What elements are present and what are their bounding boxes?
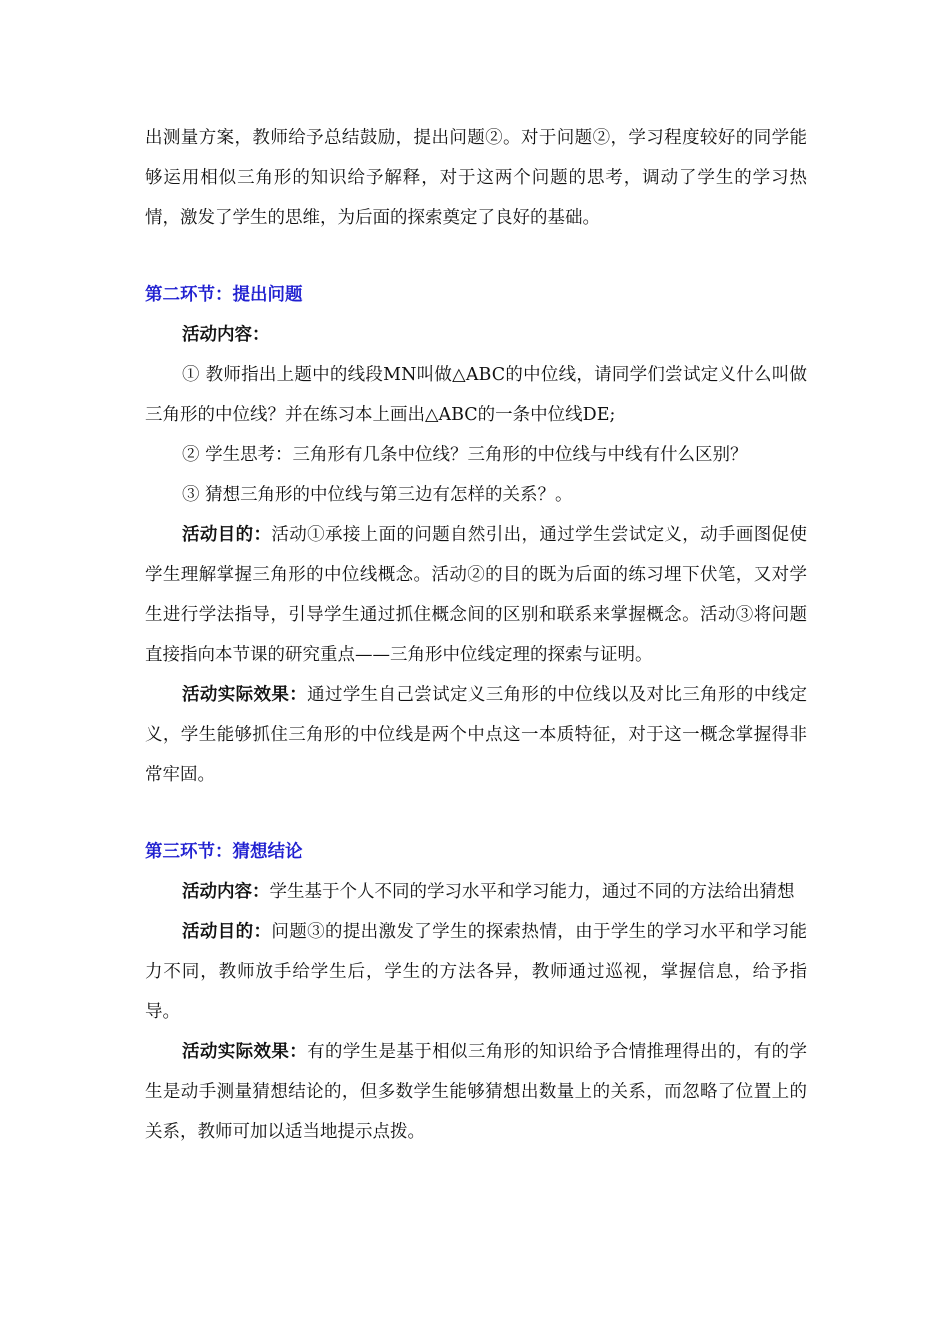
section2-purpose-text: 活动①承接上面的问题自然引出，通过学生尝试定义，动手画图促使学生理解掌握三角形的中位线概念。活动②的目的既为后面的练习埋下伏笔，又对学生进行学法指导，引导学生通过抓住概念间的区别和联系来掌握概念。活动③将问题直接指向本节课的研究重点——三角形中位线定理的探索与证明。	[145, 525, 808, 665]
section2-item-2: ② 学生思考：三角形有几条中位线？三角形的中位线与中线有什么区别？	[182, 445, 748, 465]
section2-purpose-paragraph	[145, 515, 807, 675]
document-page	[145, 118, 807, 1152]
section2-content-label-paragraph	[145, 315, 807, 355]
section3-content-label: 活动内容：	[182, 882, 270, 902]
section2-effect-text: 通过学生自己尝试定义三角形的中位线以及对比三角形的中线定义，学生能够抓住三角形的中位线是两个中点这一本质特征，对于这一概念掌握得非常牢固。	[145, 685, 808, 785]
section3-content-text: 学生基于个人不同的学习水平和学习能力，通过不同的方法给出猜想	[269, 882, 795, 902]
intro-paragraph: 出测量方案，教师给予总结鼓励，提出问题②。对于问题②，学习程度较好的同学能够运用相似三角形的知识给予解释，对于这两个问题的思考，调动了学生的学习热情，激发了学生的思维，为后面的探索奠定了良好的基础。	[145, 128, 807, 228]
section3-purpose-paragraph	[145, 912, 807, 1032]
section3-effect-paragraph	[145, 1032, 807, 1152]
section2-content-label: 活动内容：	[182, 325, 270, 345]
section3-effect-label: 活动实际效果：	[182, 1042, 308, 1062]
section-gap	[145, 795, 807, 832]
section3-purpose-label: 活动目的：	[182, 922, 272, 942]
section2-item-1: ① 教师指出上题中的线段MN叫做△ABC的中位线，请同学们尝试定义什么叫做三角形的中位线？并在练习本上画出△ABC的一条中位线DE;	[145, 365, 807, 425]
section2-heading: 第二环节：提出问题	[145, 285, 303, 305]
section2-item-3: ③ 猜想三角形的中位线与第三边有怎样的关系？。	[182, 485, 573, 505]
section-gap	[145, 238, 807, 275]
section3-content-paragraph	[145, 872, 807, 912]
section3-effect-text: 有的学生是基于相似三角形的知识给予合情推理得出的，有的学生是动手测量猜想结论的，但多数学生能够猜想出数量上的关系，而忽略了位置上的关系，教师可加以适当地提示点拨。	[145, 1042, 808, 1142]
section2-effect-label: 活动实际效果：	[182, 685, 308, 705]
section3-purpose-text: 问题③的提出激发了学生的探索热情，由于学生的学习水平和学习能力不同，教师放手给学生后，学生的方法各异，教师通过巡视，掌握信息，给予指导。	[145, 922, 808, 1022]
section3-heading: 第三环节：猜想结论	[145, 842, 303, 862]
section2-purpose-label: 活动目的：	[182, 525, 272, 545]
section2-effect-paragraph	[145, 675, 807, 795]
